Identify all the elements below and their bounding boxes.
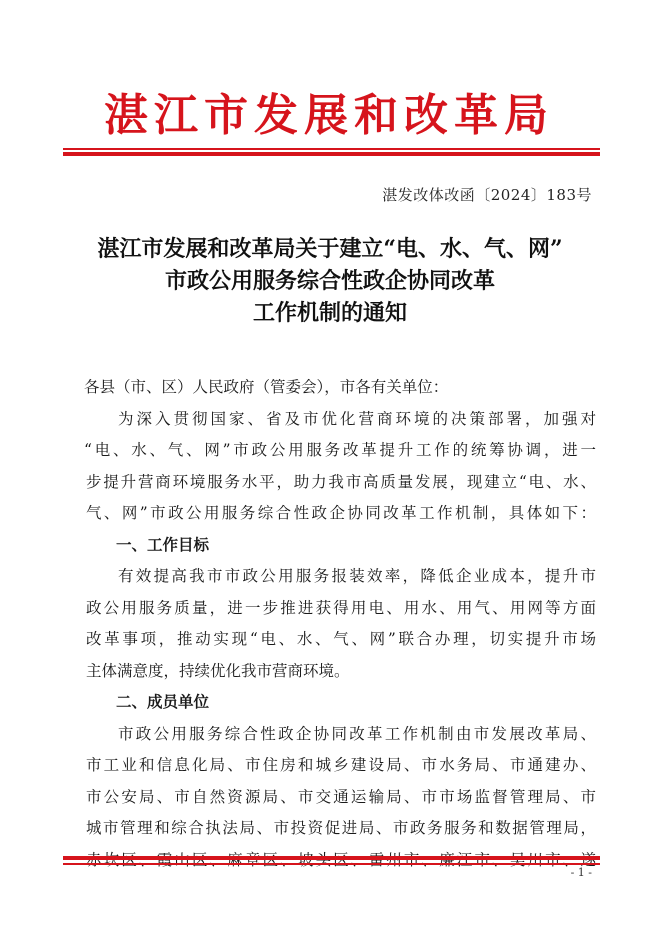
paragraph-line: 为深入贯彻国家、省及市优化营商环境的决策部署，加强对	[118, 409, 596, 428]
document-title	[60, 233, 600, 329]
paragraph-line: 有效提高我市市政公用服务报装效率，降低企业成本，提升市	[118, 567, 596, 585]
section-heading: 一、工作目标	[116, 535, 210, 554]
document-body	[86, 372, 596, 876]
masthead-title: 湛江市发展和改革局	[104, 90, 554, 141]
masthead-rule-thick	[63, 152, 600, 156]
footer-rule-thin	[63, 863, 600, 865]
title-line-2: 市政公用服务综合性政企协同改革	[164, 268, 495, 294]
paragraph-line: 市公安局、市自然资源局、市交通运输局、市市场监督管理局、市	[86, 787, 596, 806]
document-number: 湛发改体改函〔2024〕183号	[382, 186, 592, 204]
footer-rule-thick	[63, 856, 600, 860]
paragraph-line: 步提升营商环境服务水平，助力我市高质量发展，现建立“电、水、	[86, 472, 596, 491]
paragraph-line: 城市管理和综合执法局、市投资促进局、市政务服务和数据管理局，	[86, 819, 596, 837]
section-heading: 二、成员单位	[116, 693, 210, 711]
paragraph-line: 市政公用服务综合性政企协同改革工作机制由市发展改革局、	[118, 724, 596, 743]
masthead-rule-thin	[63, 148, 600, 150]
paragraph-line: 政公用服务质量，进一步推进获得用电、用水、用气、用网等方面	[86, 598, 596, 617]
paragraph-line: 气、网”市政公用服务综合性政企协同改革工作机制，具体如下：	[86, 504, 596, 522]
title-line-1: 湛江市发展和改革局关于建立“电、水、气、网”	[97, 236, 563, 262]
paragraph-line: “电、水、气、网”市政公用服务改革提升工作的统筹协调，进一	[84, 441, 596, 459]
paragraph-line	[86, 845, 596, 877]
title-line-3: 工作机制的通知	[252, 300, 407, 326]
page-number: - 1 -	[570, 866, 592, 879]
paragraph-line: 市工业和信息化局、市住房和城乡建设局、市水务局、市通建办、	[86, 756, 596, 774]
addressee: 各县（市、区）人民政府（管委会），市各有关单位：	[84, 378, 449, 396]
paragraph-line: 改革事项，推动实现“电、水、气、网”联合办理，切实提升市场	[86, 630, 596, 648]
paragraph-line: 主体满意度，持续优化我市营商环境。	[86, 661, 350, 680]
